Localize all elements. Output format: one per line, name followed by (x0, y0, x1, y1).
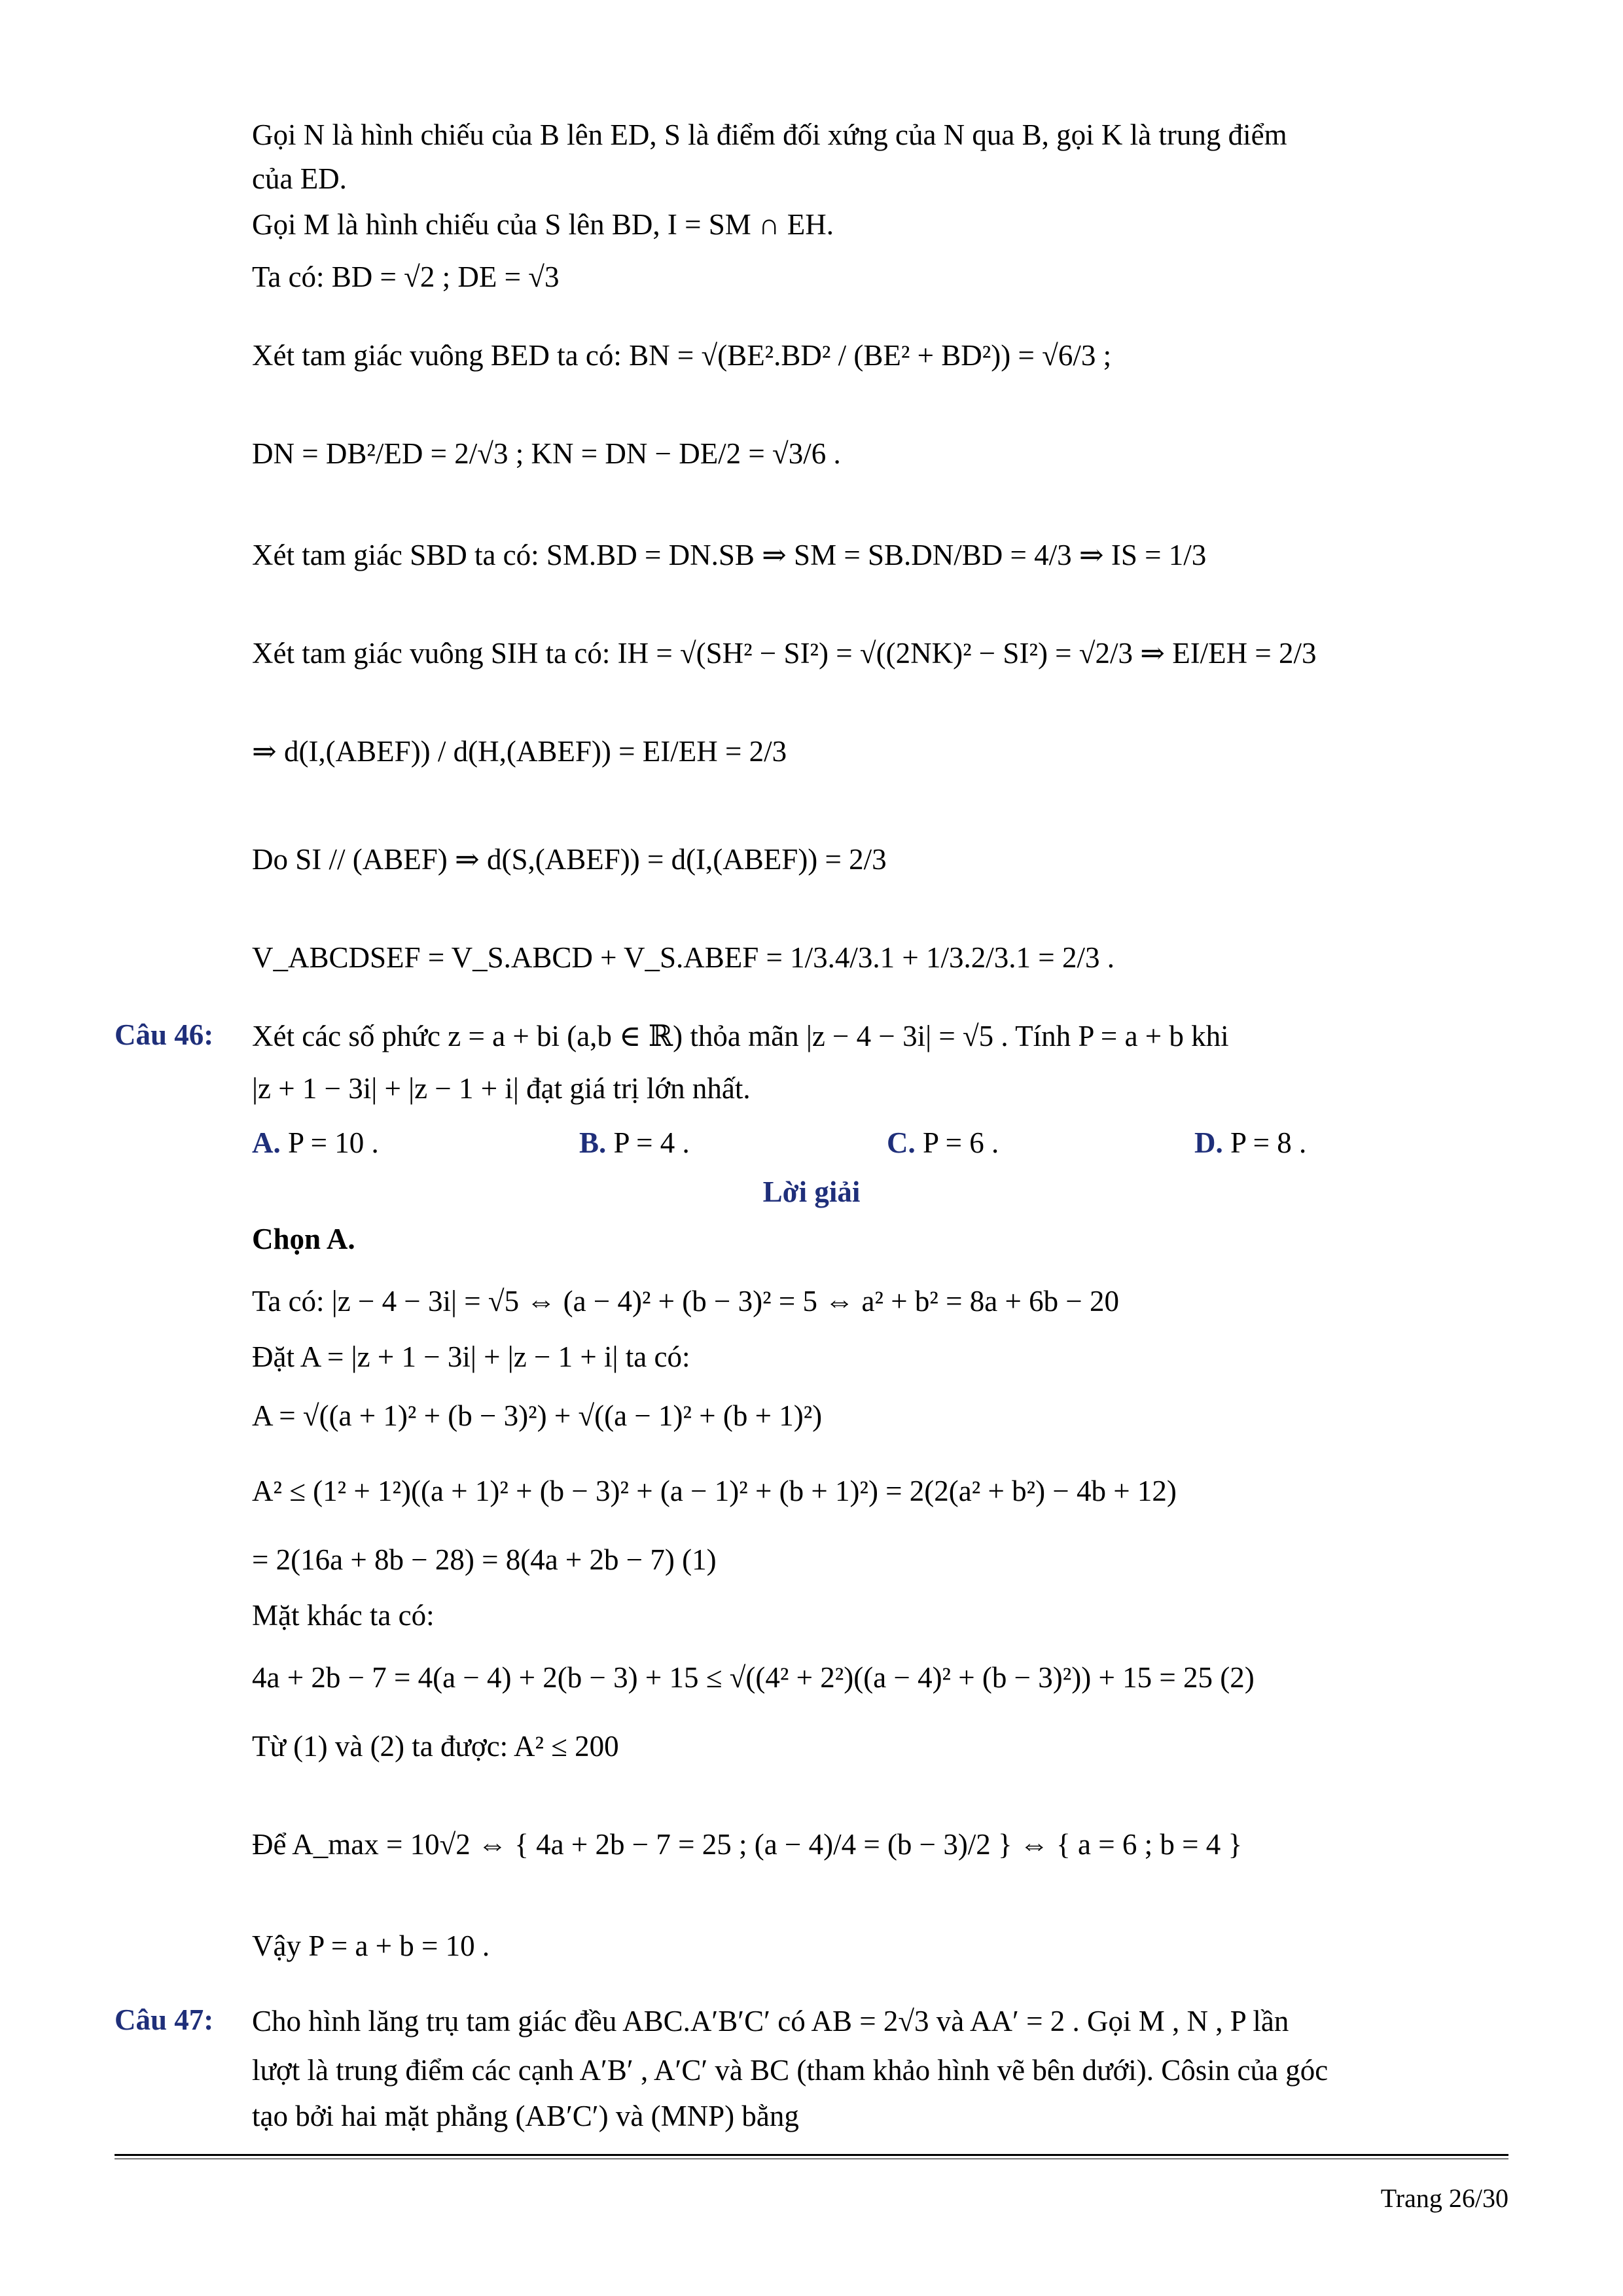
chosen-answer: Chọn A. (252, 1223, 355, 1255)
text-line: Ta có: BD = √2 ; DE = √3 (252, 260, 560, 293)
text-line: Gọi N là hình chiếu của B lên ED, S là điểm đối xứng của N qua B, gọi K là trung điểm (252, 118, 1287, 151)
question-46-text: |z + 1 − 3i| + |z − 1 + i| đạt giá trị lớn nhất. (252, 1072, 751, 1105)
solution-step: 4a + 2b − 7 = 4(a − 4) + 2(b − 3) + 15 ≤ √((4² + 2²)((a − 4)² + (b − 3)²)) + 15 = 25 (2) (252, 1661, 1255, 1694)
question-46-label: Câu 46: (115, 1018, 214, 1051)
text-line: Xét tam giác SBD ta có: SM.BD = DN.SB ⇒ SM = SB.DN/BD = 4/3 ⇒ IS = 1/3 (252, 539, 1207, 571)
option-c (887, 1126, 999, 1160)
footer-rule (115, 2154, 1508, 2156)
solution-step: Mặt khác ta có: (252, 1599, 435, 1632)
text-line: Gọi M là hình chiếu của S lên BD, I = SM ∩ EH. (252, 208, 834, 241)
text-line: Do SI // (ABEF) ⇒ d(S,(ABEF)) = d(I,(ABEF)) = 2/3 (252, 843, 887, 876)
question-47-text: tạo bởi hai mặt phẳng (AB′C′) và (MNP) bằng (252, 2100, 799, 2132)
text-line: ⇒ d(I,(ABEF)) / d(H,(ABEF)) = EI/EH = 2/3 (252, 735, 787, 768)
option-value: P = 10 . (288, 1126, 379, 1159)
option-value: P = 4 . (613, 1126, 690, 1159)
question-47-text: lượt là trung điểm các cạnh A′B′ , A′C′ và BC (tham khảo hình vẽ bên dưới). Côsin của góc (252, 2054, 1329, 2087)
option-d (1194, 1126, 1306, 1160)
solution-step: = 2(16a + 8b − 28) = 8(4a + 2b − 7) (1) (252, 1543, 717, 1576)
solution-step: Đặt A = |z + 1 − 3i| + |z − 1 + i| ta có: (252, 1340, 690, 1373)
option-a (252, 1126, 379, 1160)
option-value: P = 6 . (923, 1126, 999, 1159)
question-46-text: Xét các số phức z = a + bi (a,b ∈ ℝ) thỏa mãn |z − 4 − 3i| = √5 . Tính P = a + b khi (252, 1020, 1229, 1052)
solution-step: Từ (1) và (2) ta được: A² ≤ 200 (252, 1730, 619, 1763)
option-value: P = 8 . (1230, 1126, 1307, 1159)
solution-step: Để A_max = 10√2 ⇔ { 4a + 2b − 7 = 25 ; (a − 4)/4 = (b − 3)/2 } ⇔ { a = 6 ; b = 4 } (252, 1828, 1243, 1861)
option-label: D. (1194, 1126, 1223, 1159)
question-47-label: Câu 47: (115, 2003, 214, 2036)
solution-step: Ta có: |z − 4 − 3i| = √5 ⇔ (a − 4)² + (b − 3)² = 5 ⇔ a² + b² = 8a + 6b − 20 (252, 1285, 1119, 1318)
solution-step: A² ≤ (1² + 1²)((a + 1)² + (b − 3)² + (a − 1)² + (b + 1)²) = 2(2(a² + b²) − 4b + 12) (252, 1475, 1177, 1507)
option-label: B. (579, 1126, 607, 1159)
option-label: C. (887, 1126, 916, 1159)
solution-title: Lời giải (762, 1175, 861, 1208)
text-line: V_ABCDSEF = V_S.ABCD + V_S.ABEF = 1/3.4/3.1 + 1/3.2/3.1 = 2/3 . (252, 941, 1115, 974)
solution-step: Vậy P = a + b = 10 . (252, 1929, 490, 1962)
option-b (579, 1126, 690, 1160)
text-line: Xét tam giác vuông SIH ta có: IH = √(SH² − SI²) = √((2NK)² − SI²) = √2/3 ⇒ EI/EH = 2/3 (252, 637, 1317, 670)
text-line: của ED. (252, 162, 347, 195)
text-line: DN = DB²/ED = 2/√3 ; KN = DN − DE/2 = √3/6 . (252, 437, 841, 470)
solution-step: A = √((a + 1)² + (b − 3)²) + √((a − 1)² + (b + 1)²) (252, 1399, 823, 1432)
page-number: Trang 26/30 (1380, 2183, 1508, 2213)
option-label: A. (252, 1126, 281, 1159)
question-47-text: Cho hình lăng trụ tam giác đều ABC.A′B′C′ có AB = 2√3 và AA′ = 2 . Gọi M , N , P lần (252, 2005, 1289, 2037)
text-line: Xét tam giác vuông BED ta có: BN = √(BE².BD² / (BE² + BD²)) = √6/3 ; (252, 339, 1112, 372)
